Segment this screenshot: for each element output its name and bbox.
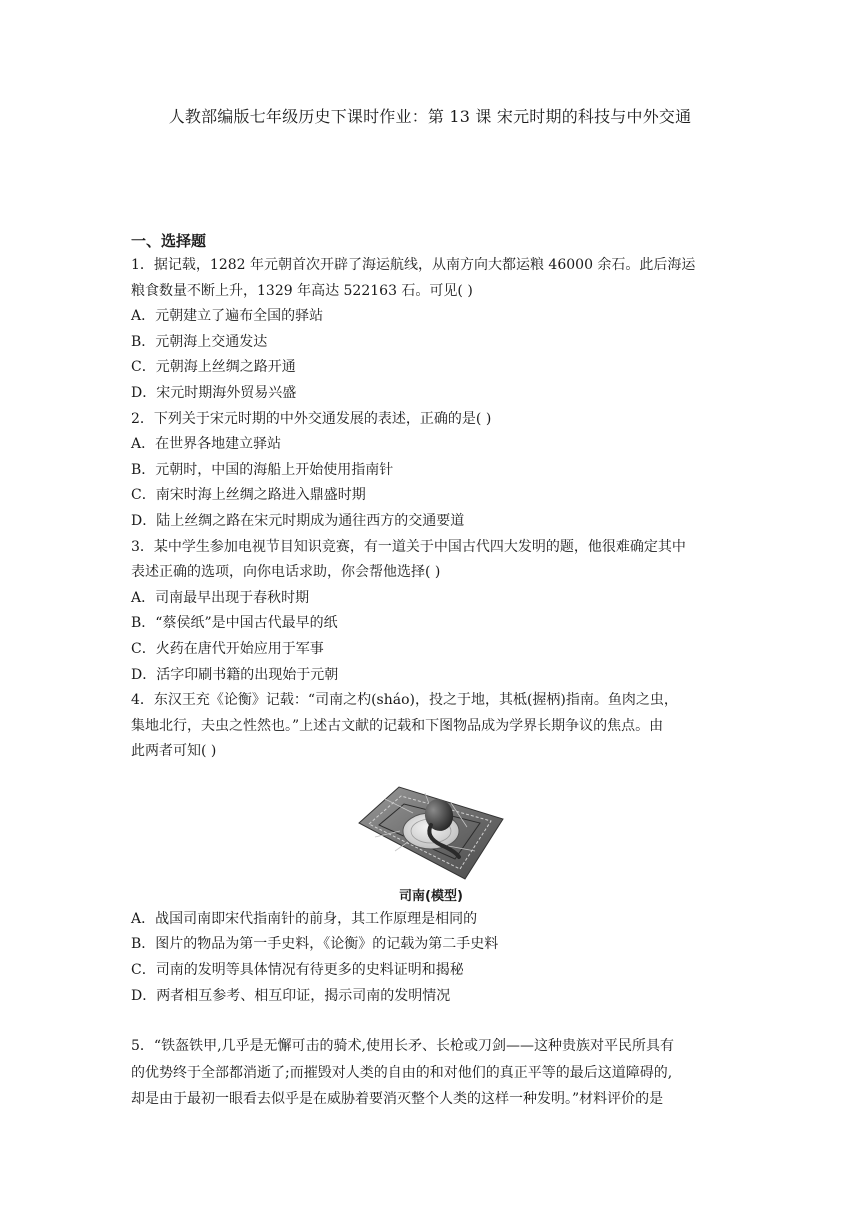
question-stem-line: 2．下列关于宋元时期的中外交通发展的表述，正确的是( ) bbox=[131, 410, 492, 427]
option-c: C．元朝海上丝绸之路开通 bbox=[131, 359, 296, 376]
question-stem-line: 此两者可知( ) bbox=[131, 743, 217, 760]
question-stem-line: 3．某中学生参加电视节目知识竞赛，有一道关于中国古代四大发明的题，他很难确定其中 bbox=[131, 538, 686, 555]
sinan-model-figure bbox=[355, 779, 507, 907]
question-stem-line: 5．“铁盔铁甲,几乎是无懈可击的骑术,使用长矛、长枪或刀剑——这种贵族对平民所具有 bbox=[131, 1038, 674, 1055]
option-d: D．活字印刷书籍的出现始于元朝 bbox=[131, 666, 339, 683]
question-stem-line: 集地北行，夫虫之性然也。”上述古文献的记载和下图物品成为学界长期争议的焦点。由 bbox=[131, 717, 664, 734]
option-d: D．两者相互参考、相互印证，揭示司南的发明情况 bbox=[131, 987, 451, 1004]
question-2 bbox=[131, 407, 731, 535]
option-d: D．宋元时期海外贸易兴盛 bbox=[131, 384, 297, 401]
page-title: 人教部编版七年级历史下课时作业：第 13 课 宋元时期的科技与中外交通 bbox=[168, 107, 692, 126]
question-list bbox=[131, 231, 731, 1113]
option-a: A．战国司南即宋代指南针的前身，其工作原理是相同的 bbox=[131, 910, 478, 927]
question-stem-line: 1．据记载，1282 年元朝首次开辟了海运航线，从南方向大都运粮 46000 余石。此后海运 bbox=[131, 257, 696, 273]
sinan-model-image bbox=[355, 779, 507, 883]
option-b: B．“蔡侯纸”是中国古代最早的纸 bbox=[131, 615, 338, 632]
question-stem-line: 粮食数量不断上升，1329 年高达 522163 石。可见( ) bbox=[131, 282, 473, 299]
option-a: A．在世界各地建立驿站 bbox=[131, 436, 282, 453]
option-b: B．元朝时，中国的海船上开始使用指南针 bbox=[131, 461, 394, 478]
question-1 bbox=[131, 253, 731, 407]
option-a: A．元朝建立了遍布全国的驿站 bbox=[131, 308, 324, 325]
figure-caption: 司南(模型) bbox=[399, 888, 463, 904]
option-c: C．南宋时海上丝绸之路进入鼎盛时期 bbox=[131, 487, 366, 504]
question-4 bbox=[131, 688, 731, 1009]
question-3 bbox=[131, 535, 731, 689]
question-stem-line: 却是由于最初一眼看去似乎是在威胁着要消灭整个人类的这样一种发明。”材料评价的是 bbox=[131, 1091, 664, 1108]
option-c: C．火药在唐代开始应用于军事 bbox=[131, 640, 324, 657]
question-stem-line: 4．东汉王充《论衡》记载：“司南之杓(sháo)，投之于地，其柢(握柄)指南。鱼肉之虫， bbox=[131, 692, 678, 709]
question-stem-line: 表述正确的选项，向你电话求助，你会帮他选择( ) bbox=[131, 564, 441, 581]
question-5 bbox=[131, 1033, 731, 1113]
option-c: C．司南的发明等具体情况有待更多的史料证明和揭秘 bbox=[131, 962, 464, 979]
option-d: D．陆上丝绸之路在宋元时期成为通往西方的交通要道 bbox=[131, 512, 465, 529]
option-a: A．司南最早出现于春秋时期 bbox=[131, 589, 310, 606]
option-b: B．元朝海上交通发达 bbox=[131, 333, 268, 350]
section-heading: 一、选择题 bbox=[131, 232, 207, 250]
question-stem-line: 的优势终于全部都消逝了;而摧毁对人类的自由的和对他们的真正平等的最后这道障碍的, bbox=[131, 1064, 673, 1081]
option-b: B．图片的物品为第一手史料，《论衡》的记载为第二手史料 bbox=[131, 936, 499, 953]
